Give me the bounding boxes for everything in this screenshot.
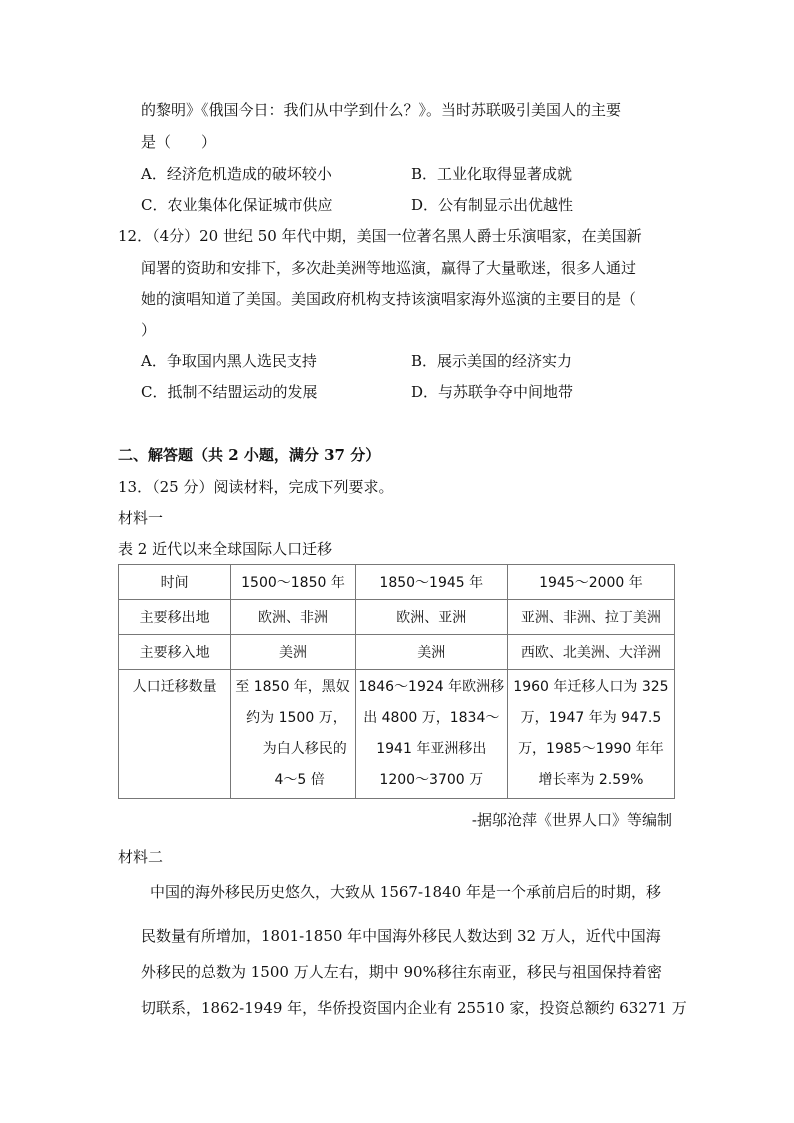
q12-option-d: D．与苏联争夺中间地带 [411,383,574,401]
material-2-line: 民数量有所增加，1801-1850 年中国海外移民人数达到 32 万人，近代中国海 [141,927,661,945]
q11-stem-line-1: 的黎明》《俄国今日：我们从中学到什么？》。当时苏联吸引美国人的主要 [141,101,622,119]
table-cell: 主要移入地 [119,635,231,670]
q12-stem-line-4: ） [141,321,157,339]
q12-option-c: C．抵制不结盟运动的发展 [141,383,318,401]
table-header-cell: 时间 [119,565,231,600]
table-cell-line: 增长率为 2.59% [538,772,644,788]
table-cell-line: 1960 年迁移人口为 325 [513,679,669,695]
table-cell: 主要移出地 [119,600,231,635]
q13-stem: 13．（25 分）阅读材料，完成下列要求。 [118,478,394,496]
table-cell-line: 4～5 倍 [274,772,325,788]
q12-option-b: B．展示美国的经济实力 [411,352,573,370]
table-cell: 美洲 [355,635,507,670]
q12-stem-line-3: 她的演唱知道了美国。美国政府机构支持该演唱家海外巡演的主要目的是（ [141,290,637,308]
table-cell: 美洲 [231,635,355,670]
table-caption: 表 2 近代以来全球国际人口迁移 [118,540,333,558]
table-row [119,635,675,670]
table-cell-line: 约为 1500 万， [246,710,347,726]
migration-table [118,564,675,799]
table-cell [119,670,231,799]
material-2-label: 材料二 [118,848,164,866]
table-cell-line: 万，1947 年为 947.5 [520,710,662,726]
table-cell-line: 万，1985～1990 年年 [518,741,664,757]
section-heading: 二、解答题（共 2 小题，满分 37 分） [118,446,381,464]
table-cell: 欧洲、亚洲 [355,600,507,635]
table-cell-line: 为白人移民的 [262,741,347,757]
table-row [119,670,675,799]
table-cell: 亚洲、非洲、拉丁美洲 [507,600,674,635]
material-2-line: 中国的海外移民历史悠久，大致从 1567-1840 年是一个承前启后的时期，移 [150,883,661,901]
table-cell-line: 1846～1924 年欧洲移 [358,679,505,695]
table-cell-line: 1941 年亚洲移出 [376,741,487,757]
q11-option-b: B．工业化取得显著成就 [411,165,573,183]
table-cell: 西欧、北美洲、大洋洲 [507,635,674,670]
table-cell-line: 出 4800 万，1834～ [363,710,500,726]
material-1-label: 材料一 [118,509,164,527]
material-2-line: 切联系，1862-1949 年，华侨投资国内企业有 25510 家，投资总额约 63271 万 [141,999,687,1017]
table-header-cell: 1850～1945 年 [355,565,507,600]
table-source: -据邬沧萍《世界人口》等编制 [471,811,672,829]
table-cell [507,670,674,799]
q11-option-d: D．公有制显示出优越性 [411,196,574,214]
table-cell-line: 至 1850 年，黑奴 [235,679,350,695]
q11-option-a: A．经济危机造成的破坏较小 [141,165,332,183]
table-cell-line: 1200～3700 万 [379,772,484,788]
q12-stem-line-2: 闻署的资助和安排下，多次赴美洲等地巡演，赢得了大量歌迷，很多人通过 [141,259,637,277]
table-cell [231,670,355,799]
table-cell [355,670,507,799]
table-cell: 欧洲、非洲 [231,600,355,635]
q12-option-a: A．争取国内黑人选民支持 [141,352,317,370]
q12-stem-line-1: 12．（4分）20 世纪 50 年代中期，美国一位著名黑人爵士乐演唱家，在美国新 [118,227,642,245]
table-row [119,600,675,635]
table-header-row [119,565,675,600]
table-cell-text: 人口迁移数量 [132,679,217,695]
q11-option-c: C．农业集体化保证城市供应 [141,196,333,214]
q11-stem-line-2: 是（ ） [141,133,217,151]
table-header-cell: 1945～2000 年 [507,565,674,600]
table-header-cell: 1500～1850 年 [231,565,355,600]
material-2-line: 外移民的总数为 1500 万人左右，期中 90%移往东南亚，移民与祖国保持着密 [141,963,662,981]
